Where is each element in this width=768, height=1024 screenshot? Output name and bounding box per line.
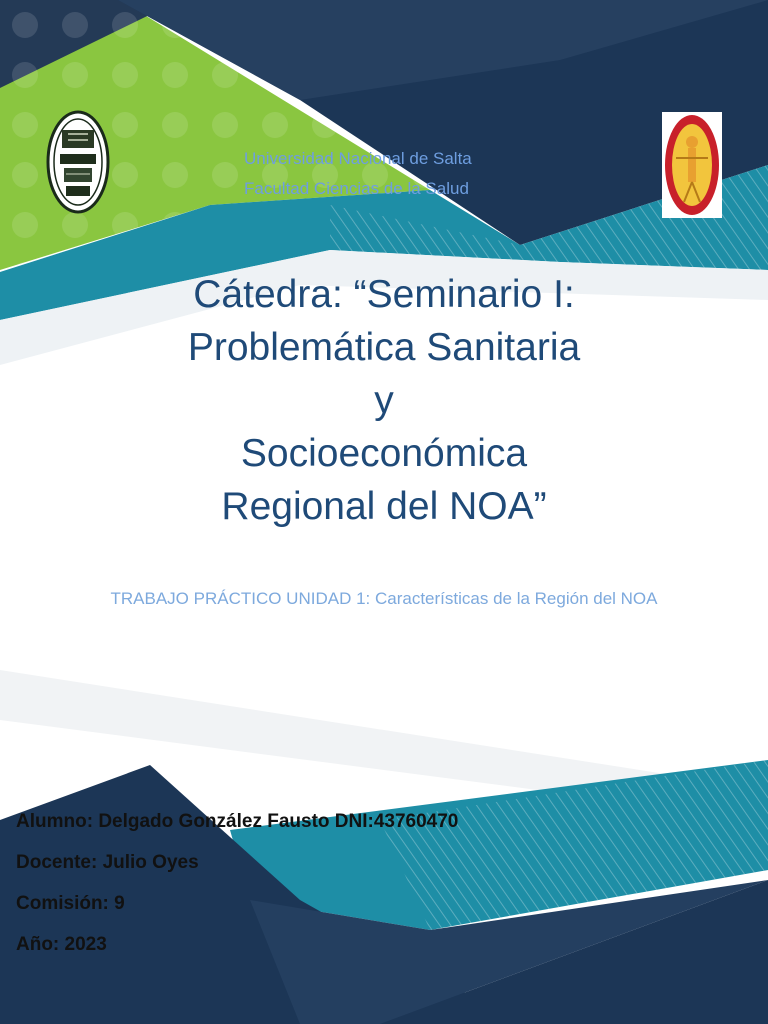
faculty-crest-icon xyxy=(662,112,722,218)
header-block xyxy=(244,144,472,204)
university-seal-icon xyxy=(46,110,110,214)
course-title xyxy=(84,268,684,533)
student-name: Alumno: Delgado González Fausto DNI:43760470 xyxy=(16,811,459,832)
teacher-name: Docente: Julio Oyes xyxy=(16,852,199,873)
title-line-3: y xyxy=(374,379,394,422)
student-info xyxy=(16,801,458,965)
title-line-1: Cátedra: “Seminario I: xyxy=(193,273,575,316)
commission: Comisión: 9 xyxy=(16,893,125,914)
faculty-name: Facultad Ciencias de la Salud xyxy=(244,179,469,198)
university-name: Universidad Nacional de Salta xyxy=(244,149,472,168)
assignment-subtitle: TRABAJO PRÁCTICO UNIDAD 1: Características de la Región del NOA xyxy=(110,589,658,608)
year: Año: 2023 xyxy=(16,934,107,955)
title-line-2: Problemática Sanitaria xyxy=(187,326,581,369)
title-line-4: Socioeconómica xyxy=(240,432,528,475)
title-line-5: Regional del NOA” xyxy=(221,485,547,528)
